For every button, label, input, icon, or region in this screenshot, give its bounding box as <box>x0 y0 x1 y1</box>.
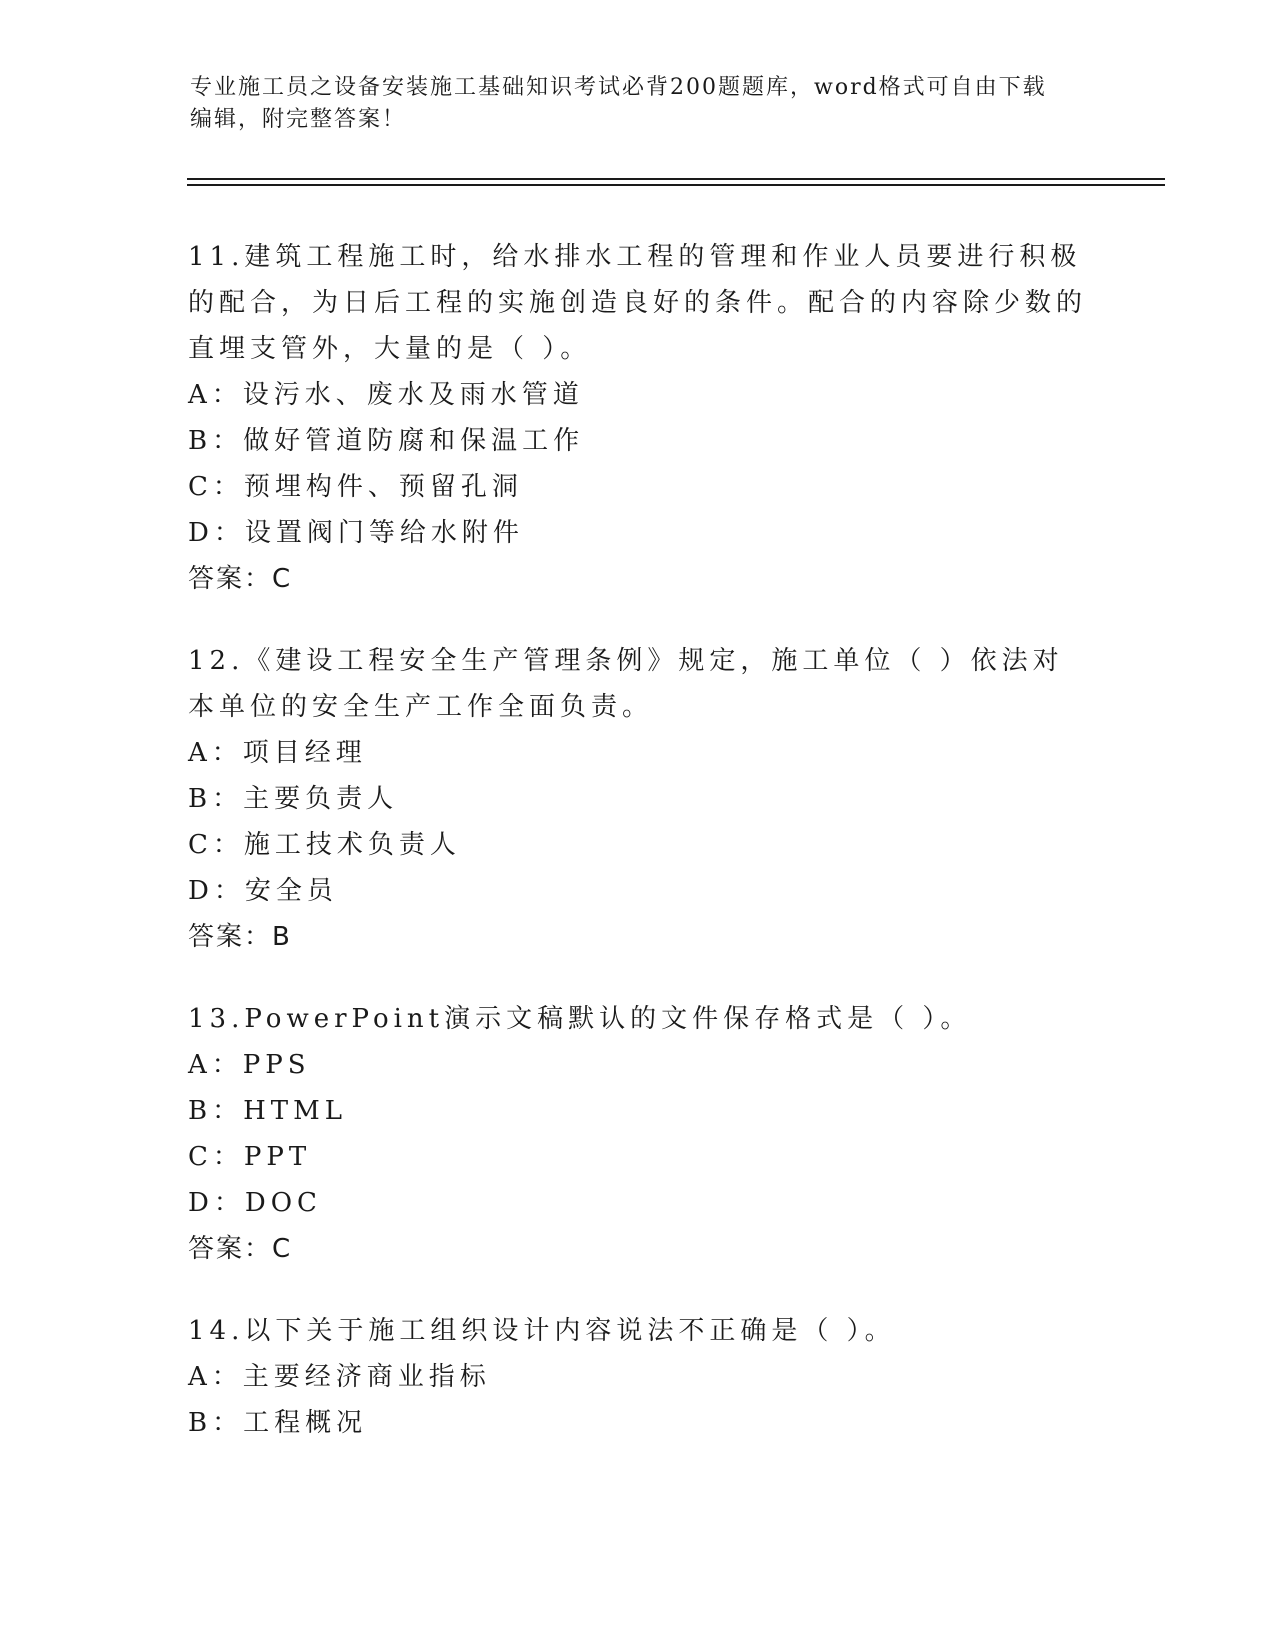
option-a: A：PPS <box>188 1050 311 1080</box>
question-stem: 14.以下关于施工组织设计内容说法不正确是（ ）。 <box>188 1316 896 1346</box>
option-b: B：HTML <box>188 1096 348 1126</box>
answer-line: 答案：C <box>188 1234 293 1264</box>
option-b: B：工程概况 <box>188 1408 368 1438</box>
header-line-2: 编辑，附完整答案！ <box>190 107 407 132</box>
option-c: C：PPT <box>188 1142 312 1172</box>
question-stem: 11.建筑工程施工时，给水排水工程的管理和作业人员要进行积极的配合，为日后工程的实施创造良好的条件。配合的内容除少数的直埋支管外，大量的是（ ）。 <box>188 242 1088 364</box>
question-11 <box>188 234 1088 602</box>
document-header <box>190 72 1090 136</box>
option-a: A：项目经理 <box>188 738 367 768</box>
option-d: D：设置阀门等给水附件 <box>188 518 524 548</box>
option-a: A：设污水、废水及雨水管道 <box>188 380 584 410</box>
option-a: A：主要经济商业指标 <box>188 1362 491 1392</box>
header-line-1: 专业施工员之设备安装施工基础知识考试必背200题题库，word格式可自由下载 <box>190 75 1047 100</box>
question-12 <box>188 638 1088 960</box>
answer-line: 答案：B <box>188 922 292 952</box>
option-b: B：主要负责人 <box>188 784 399 814</box>
question-14 <box>188 1308 1088 1446</box>
header-divider-top <box>187 178 1165 180</box>
question-13 <box>188 996 1088 1272</box>
option-c: C：施工技术负责人 <box>188 830 461 860</box>
answer-line: 答案：C <box>188 564 293 594</box>
question-list <box>188 234 1088 1482</box>
option-d: D：DOC <box>188 1188 322 1218</box>
question-stem: 13.PowerPoint演示文稿默认的文件保存格式是（ ）。 <box>188 1004 972 1034</box>
option-d: D：安全员 <box>188 876 338 906</box>
option-b: B：做好管道防腐和保温工作 <box>188 426 585 456</box>
header-divider-bottom <box>187 184 1165 186</box>
question-stem: 12.《建设工程安全生产管理条例》规定，施工单位（ ）依法对本单位的安全生产工作全面负责。 <box>188 646 1064 722</box>
option-c: C：预埋构件、预留孔洞 <box>188 472 523 502</box>
